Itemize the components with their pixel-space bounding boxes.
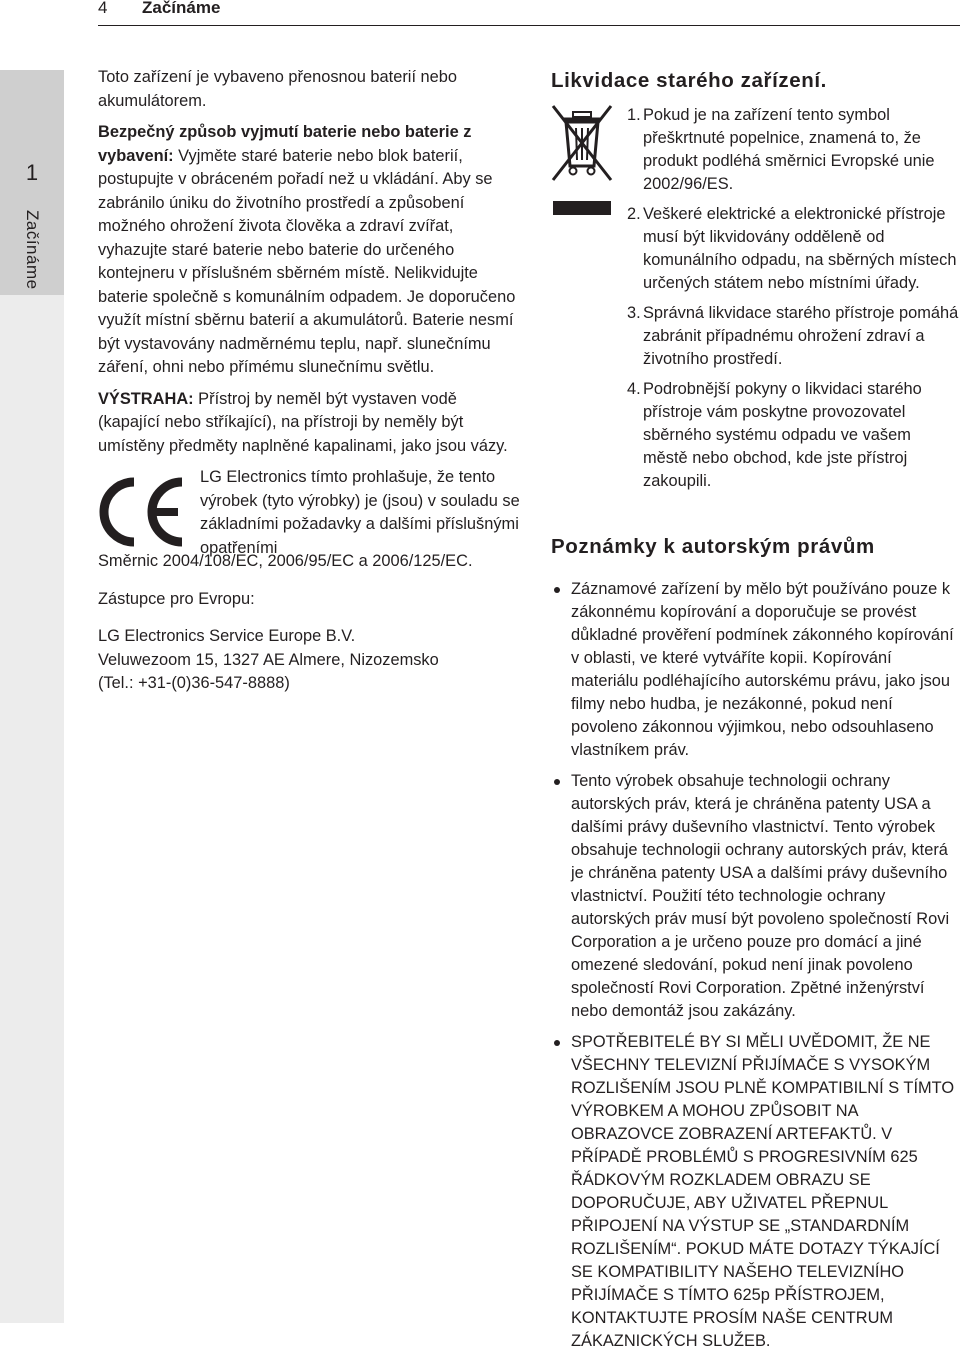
copyright-list [551, 578, 960, 1353]
eu-representative-title: Zástupce pro Evropu: [98, 589, 255, 608]
list-item-number: 1. [627, 106, 641, 124]
address-line-3: (Tel.: +31-(0)36-547-8888) [98, 674, 290, 692]
disposal-section [551, 104, 960, 508]
chapter-number: 1 [25, 160, 39, 185]
battery-removal [98, 121, 518, 380]
disposal-heading: Likvidace starého zařízení. [551, 69, 827, 92]
list-item: Záznamové zařízení by mělo být používáno pouze k zákonnému kopírování a doporučuje se provést důkladné prověření podmínek zákonného kopírování v oblasti, ve které vytváříte kopii. Kopírování materiálu podléhajícího autorskému právu, jako jsou filmy nebo hudba, je nezákonné, pokud není povoleno zákonnou výjimkou, nebo odsouhlaseno vlastníkem práv. [551, 578, 960, 762]
list-item-number: 4. [627, 380, 641, 398]
header-rule [98, 25, 960, 26]
running-title: Začínáme [142, 0, 221, 17]
crossed-bin-icon [551, 104, 613, 219]
ce-declaration-text: LG Electronics tímto prohlašuje, že tento výrobek (tyto výrobky) je (jsou) v souladu se základními požadavky a dalšími příslušnými opatřeními [200, 468, 520, 557]
battery-removal-text: Vyjměte staré baterie nebo blok baterií, postupujte v obráceném pořadí než u vkládání. Aby se zabránilo úniku do životního prostředí a způsobení možného ohrožení života člověka a zdraví zvířat, vyhazujte staré baterie nebo baterie do určeného kontejneru v příslušném sběrném místě. Nelikvidujte baterie společně s komunálním odpadem. Je doporučeno využít místní sběrnu baterií a akumulátorů. Baterie nesmí být vystavovány nadměrnému teplu, např. slunečnímu záření, ohni nebo přímému slunečnímu světlu. [98, 146, 516, 376]
list-item [629, 378, 960, 493]
chapter-label: Začínáme [23, 210, 42, 290]
address-line-2: Veluwezoom 15, 1327 AE Almere, Nizozemsko [98, 650, 439, 669]
ce-declaration [98, 466, 520, 557]
list-item-number: 3. [627, 304, 641, 322]
list-item-text: Správná likvidace starého přístroje pomáhá zabránit případnému ohrožení zdraví a životního prostředí. [643, 304, 959, 368]
battery-intro: Toto zařízení je vybaveno přenosnou baterií nebo akumulátorem. [98, 68, 458, 110]
list-item [629, 203, 960, 295]
directives: Směrnic 2004/108/EC, 2006/95/EC a 2006/125/EC. [98, 552, 473, 570]
list-item: SPOTŘEBITELÉ BY SI MĚLI UVĚDOMIT, ŽE NE VŠECHNY TELEVIZNÍ PŘIJÍMAČE S VYSOKÝM ROZLIŠENÍM JSOU PLNĚ KOMPATIBILNÍ S TÍMTO VÝROBKEM A MOHOU ZPŮSOBIT NA OBRAZOVCE ZOBRAZENÍ ARTEFAKTŮ. V PŘÍPADĚ PROBLÉMŮ S PROGRESIVNÍM 625 ŘÁDKOVÝM ROZKLADEM OBRAZU SE DOPORUČUJE, ABY UŽIVATEL PŘEPNUL PŘIPOJENÍ NA VÝSTUP SE „STANDARDNÍM ROZLIŠENÍM“. POKUD MÁTE DOTAZY TÝKAJÍCÍ SE KOMPATIBILITY NAŠEHO TELEVIZNÍHO PŘIJÍMAČE S TÍMTO 625p PŘÍSTROJEM, KONTAKTUJTE PROSÍM NAŠE CENTRUM ZÁKAZNICKÝCH SLUŽEB. [551, 1031, 960, 1353]
list-item-text: Pokud je na zařízení tento symbol přeškrtnuté popelnice, znamená to, že produkt podléhá směrnici Evropské unie 2002/96/ES. [643, 106, 935, 193]
list-item-text: Veškeré elektrické a elektronické přístroje musí být likvidovány odděleně od komunálního odpadu, na sběrných místech určených státem nebo místními úřady. [643, 205, 957, 292]
list-item-number: 2. [627, 205, 641, 223]
warning-text: Přístroj by neměl být vystaven vodě (kapající nebo stříkající), na přístroji by neměly být umístěny předměty naplněné kapalinami, jako jsou vázy. [98, 389, 508, 455]
page-number: 4 [98, 0, 108, 17]
address-line-1: LG Electronics Service Europe B.V. [98, 627, 356, 645]
page-header [0, 0, 960, 28]
list-item [629, 104, 960, 196]
disposal-list [629, 104, 960, 500]
ce-mark-icon [98, 476, 188, 548]
battery-removal-heading: Bezpečný způsob vyjmutí baterie nebo baterie z vybavení: [98, 123, 472, 165]
warning-label: VÝSTRAHA: [98, 389, 194, 408]
warning-paragraph [98, 388, 518, 459]
list-item-text: Podrobnější pokyny o likvidaci starého přístroje vám poskytne provozovatel sběrného systému odpadu ve vašem městě nebo obchod, kde jste přístroj zakoupili. [643, 380, 922, 490]
left-column [98, 66, 518, 696]
list-item: Tento výrobek obsahuje technologii ochrany autorských práv, která je chráněna patenty USA a dalšími právy duševního vlastnictví. Tento výrobek obsahuje technologii ochrany autorských práv, která je chráněna patenty USA a dalšími právy duševního vlastnictví. Použití této technologie ochrany autorských práv musí být povoleno společností Rovi Corporation a je určeno pouze pro domácí a jiné omezené sledování, pokud není jinak povoleno společností Rovi Corporation. Zpětné inženýrství nebo demontáž jsou zakázány. [551, 770, 960, 1023]
right-column [551, 66, 960, 1361]
list-item [629, 302, 960, 371]
copyright-heading: Poznámky k autorským právům [551, 535, 875, 558]
